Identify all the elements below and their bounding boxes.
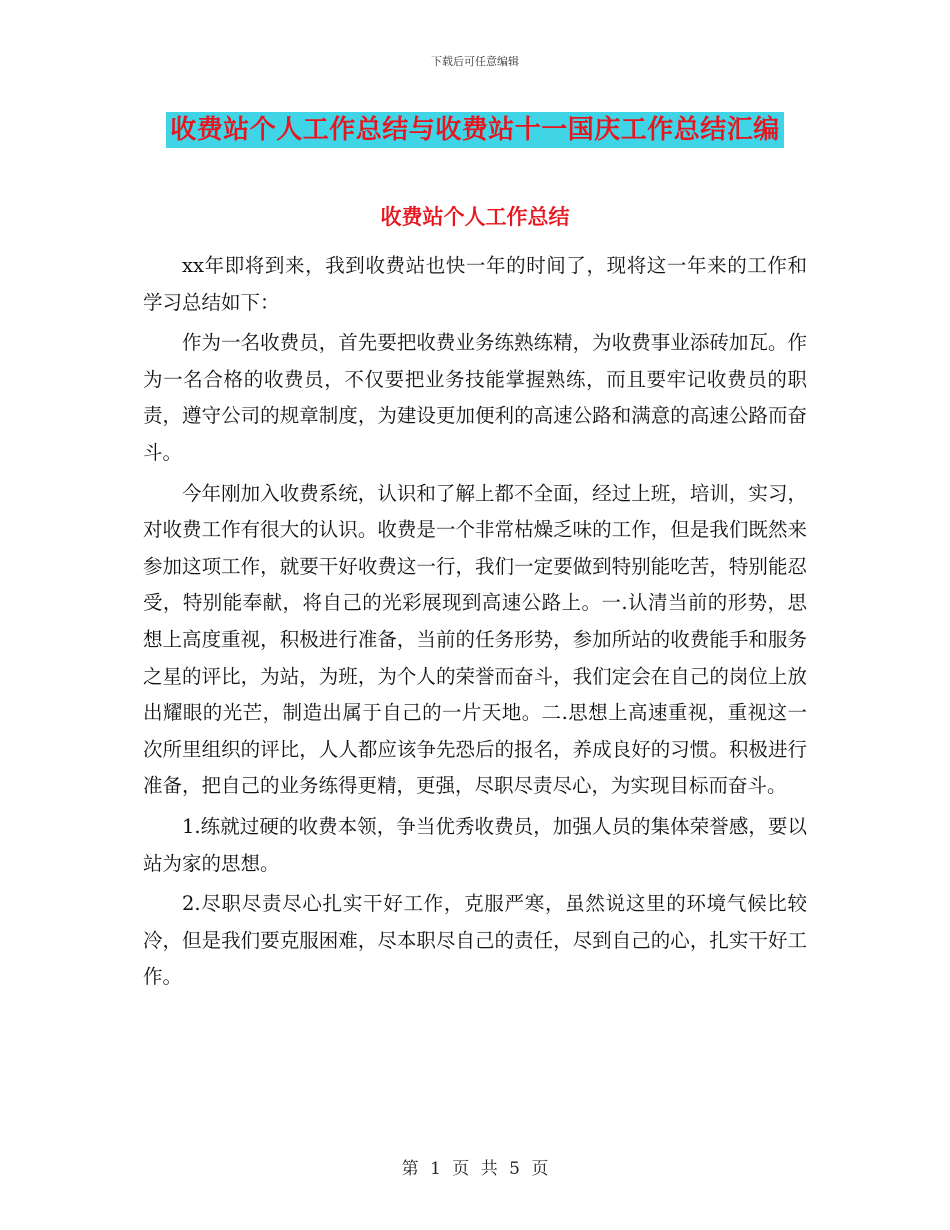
header-note: 下载后可任意编辑 xyxy=(431,55,519,68)
section-title: 收费站个人工作总结 xyxy=(380,205,570,229)
paragraph: xx年即将到来，我到收费站也快一年的时间了，现将这一年来的工作和学习总结如下： xyxy=(143,254,807,314)
page-footer: 第 1 页 共 5 页 xyxy=(401,1159,549,1179)
paragraph: 今年刚加入收费系统，认识和了解上都不全面，经过上班，培训，实习，对收费工作有很大的认识。收费是一个非常枯燥乏味的工作，但是我们既然来参加这项工作，就要干好收费这一行，我们一定要做到特别能吃苦，特别能忍受，特别能奉献，将自己的光彩展现到高速公路上。一.认清当前的形势，思想上高度重视，积极进行准备，当前的任务形势，参加所站的收费能手和服务之星的评比，为站，为班，为个人的荣誉而奋斗，我们定会在自己的岗位上放出耀眼的光芒，制造出属于自己的一片天地。二.思想上高速重视，重视这一次所里组织的评比，人人都应该争先恐后的报名，养成良好的习惯。积极进行准备，把自己的业务练得更精，更强，尽职尽责尽心，为实现目标而奋斗。 xyxy=(143,481,807,798)
paragraph: 1.练就过硬的收费本领，争当优秀收费员，加强人员的集体荣誉感，要以站为家的思想。 xyxy=(143,814,807,875)
body-text xyxy=(143,248,807,1000)
main-title: 收费站个人工作总结与收费站十一国庆工作总结汇编 xyxy=(166,112,784,148)
paragraph: 作为一名收费员，首先要把收费业务练熟练精，为收费事业添砖加瓦。作为一名合格的收费员，不仅要把业务技能掌握熟练，而且要牢记收费员的职责，遵守公司的规章制度，为建设更加便利的高速公路和满意的高速公路而奋斗。 xyxy=(143,331,807,464)
paragraph: 2.尽职尽责尽心扎实干好工作，克服严寒，虽然说这里的环境气候比较冷，但是我们要克服困难，尽本职尽自己的责任，尽到自己的心，扎实干好工作。 xyxy=(143,892,807,989)
main-title-container xyxy=(0,112,950,148)
